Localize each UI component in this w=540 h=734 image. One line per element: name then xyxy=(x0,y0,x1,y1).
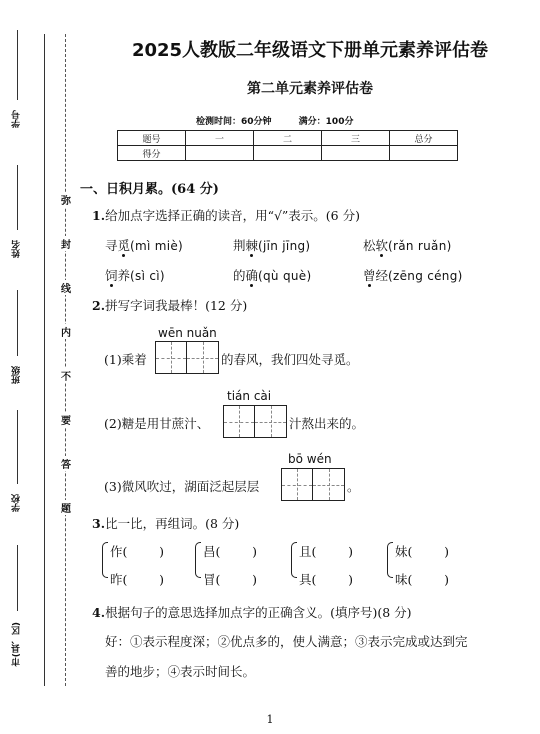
score-cell[interactable] xyxy=(322,146,390,161)
q1-item[interactable]: 松软(rǎn ruǎn) xyxy=(363,238,452,253)
q4-definition-line2: 善的地步；④表示时间长。 xyxy=(105,664,256,679)
brace xyxy=(195,542,201,578)
q1-stem: 1.给加点字选择正确的读音，用“√”表示。(6 分) xyxy=(92,208,360,223)
exam-full-score: 满分：100分 xyxy=(298,117,354,127)
grid-cell[interactable] xyxy=(156,342,187,373)
school-field[interactable] xyxy=(17,410,18,484)
q3-stem: 3.比一比，再组词。(8 分) xyxy=(92,516,240,531)
score-table xyxy=(117,130,458,161)
score-header-cell: 题号 xyxy=(118,131,186,146)
score-cell[interactable] xyxy=(254,146,322,161)
writing-grid[interactable] xyxy=(223,405,287,438)
student-id-field[interactable] xyxy=(17,30,18,100)
score-header-cell: 总分 xyxy=(390,131,458,146)
seal-char: 答 xyxy=(59,456,73,471)
writing-grid[interactable] xyxy=(281,468,345,501)
brace xyxy=(387,542,393,578)
score-table-row xyxy=(118,146,458,161)
q4-definition-line1: 好：①表示程度深；②优点多的，使人满意；③表示完成或达到完 xyxy=(105,634,468,649)
q2-stem: 2.拼写字词我最棒！(12 分) xyxy=(92,298,248,313)
q2-pinyin: tián cài xyxy=(227,389,272,403)
city-label: 市(县、区) xyxy=(12,622,22,667)
q2-after: 。 xyxy=(347,479,360,494)
compare-item[interactable]: 昨( ) xyxy=(110,572,165,587)
exam-meta xyxy=(196,114,377,127)
exam-title: 2025人教版二年级语文下册单元素养评估卷 xyxy=(131,40,489,61)
compare-item[interactable]: 具( ) xyxy=(299,572,354,587)
page-number: 1 xyxy=(266,713,274,726)
score-header-cell: 一 xyxy=(186,131,254,146)
grid-cell[interactable] xyxy=(187,342,218,373)
compare-item[interactable]: 作( ) xyxy=(110,544,165,559)
seal-char: 线 xyxy=(59,280,73,295)
grid-cell[interactable] xyxy=(282,469,313,500)
writing-grid[interactable] xyxy=(155,341,219,374)
exam-subtitle: 第二单元素养评估卷 xyxy=(247,81,373,97)
q2-pinyin: bō wén xyxy=(288,452,332,466)
grid-cell[interactable] xyxy=(313,469,344,500)
score-header-cell: 三 xyxy=(322,131,390,146)
q1-item[interactable]: 的确(qù què) xyxy=(233,268,312,283)
compare-item[interactable]: 昌( ) xyxy=(203,544,258,559)
q2-pinyin: wēn nuǎn xyxy=(158,326,217,340)
compare-item[interactable]: 味( ) xyxy=(395,572,450,587)
score-cell[interactable] xyxy=(390,146,458,161)
seal-char: 封 xyxy=(59,236,73,251)
score-table-header xyxy=(118,131,458,146)
q2-after: 汁熬出来的。 xyxy=(289,416,365,431)
score-row-label: 得分 xyxy=(118,146,186,161)
grid-cell[interactable] xyxy=(255,406,286,437)
q2-before: (3)微风吹过，湖面泛起层层 xyxy=(104,479,260,494)
compare-item[interactable]: 且( ) xyxy=(299,544,354,559)
seal-char: 内 xyxy=(59,324,73,339)
score-cell[interactable] xyxy=(186,146,254,161)
q2-before: (2)糖是用甘蔗汁、 xyxy=(104,416,210,431)
compare-item[interactable]: 妹( ) xyxy=(395,544,450,559)
grid-cell[interactable] xyxy=(224,406,255,437)
class-field[interactable] xyxy=(17,290,18,356)
seal-char: 题 xyxy=(59,500,73,515)
exam-time: 检测时间：60分钟 xyxy=(196,117,272,127)
class-label: 班级 xyxy=(12,366,22,384)
q1-item[interactable]: 寻觅(mì miè) xyxy=(105,238,184,253)
binding-dashed-line xyxy=(65,34,66,686)
q4-stem: 4.根据句子的意思选择加点字的正确含义。(填序号)(8 分) xyxy=(92,605,412,620)
school-label: 学校 xyxy=(12,494,22,512)
student-id-label: 学号 xyxy=(12,110,22,128)
q2-before: (1)乘着 xyxy=(104,352,147,367)
score-header-cell: 二 xyxy=(254,131,322,146)
q1-item[interactable]: 曾经(zēng céng) xyxy=(363,268,463,283)
section1-title: 一、日积月累。(64 分) xyxy=(80,182,219,197)
q2-after: 的春风，我们四处寻觅。 xyxy=(221,352,359,367)
seal-char: 要 xyxy=(59,412,73,427)
seal-char: 弥 xyxy=(59,192,73,207)
name-label: 姓名 xyxy=(12,240,22,258)
brace xyxy=(291,542,297,578)
name-field[interactable] xyxy=(17,165,18,230)
q1-item[interactable]: 饲养(sì cì) xyxy=(105,268,165,283)
seal-char: 不 xyxy=(59,368,73,383)
brace xyxy=(102,542,108,578)
city-field[interactable] xyxy=(17,545,18,611)
compare-item[interactable]: 冒( ) xyxy=(203,572,258,587)
binding-solid-line xyxy=(44,34,45,686)
q1-item[interactable]: 荆棘(jīn jīng) xyxy=(233,238,311,253)
